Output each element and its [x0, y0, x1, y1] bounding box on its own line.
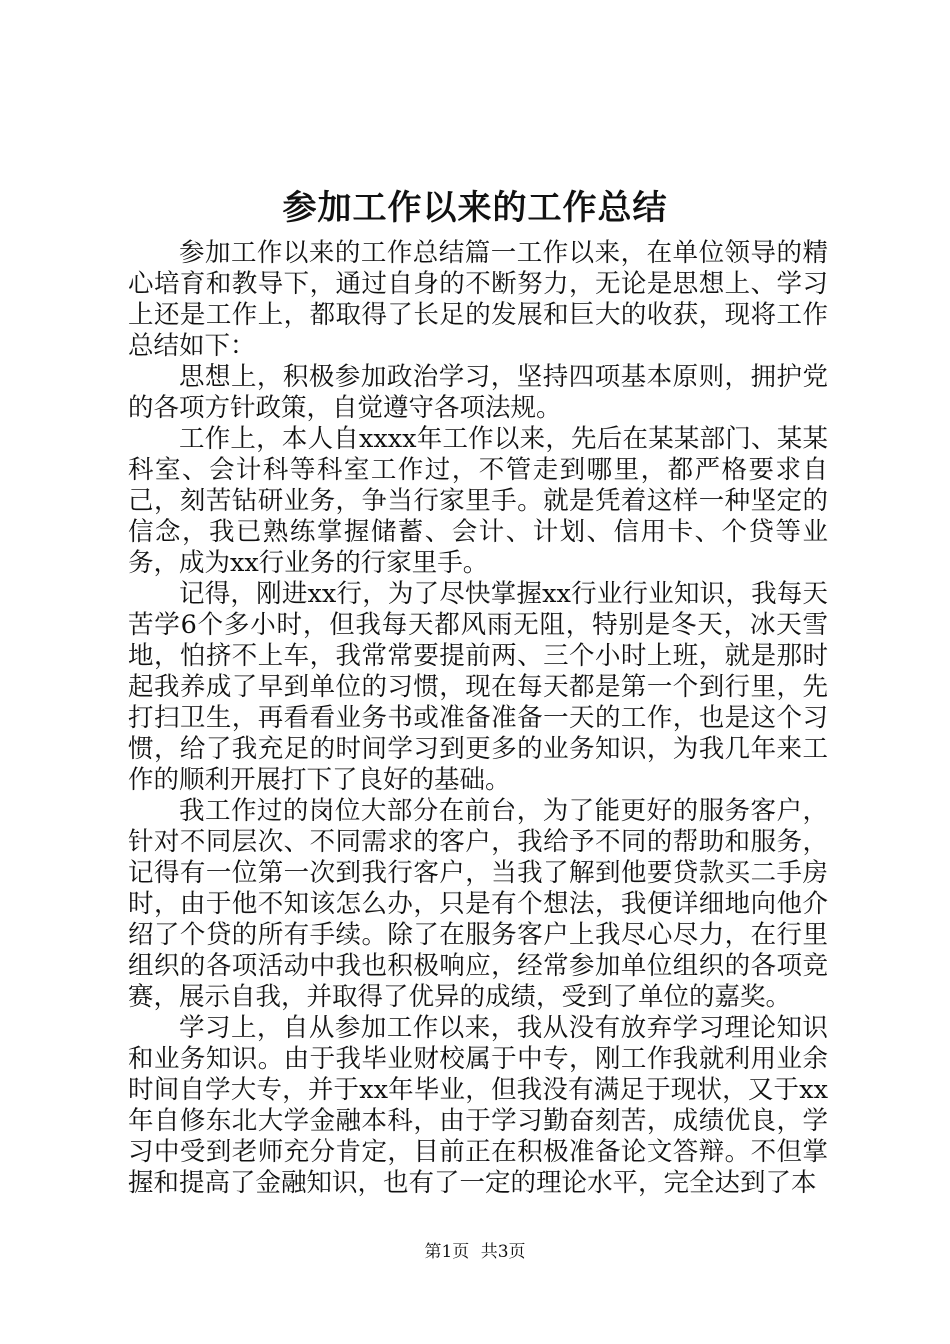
document-title: 参加工作以来的工作总结	[282, 188, 668, 228]
page-total: 共3页	[480, 1242, 526, 1262]
page-number: 第1页	[424, 1242, 470, 1262]
paragraph-work: 工作上，本人自xxxx年工作以来，先后在某某部门、某某科室、会计科等科室工作过，不管走到哪里，都严格要求自己，刻苦钻研业务，争当行家里手。就是凭着这样一种坚定的信念，我已熟练掌握储蓄、会计、计划、信用卡、个贷等业务，成为xx行业务的行家里手。	[128, 424, 828, 578]
document-body	[128, 238, 828, 1199]
paragraph-study: 学习上，自从参加工作以来，我从没有放弃学习理论知识和业务知识。由于我毕业财校属于中专，刚工作我就利用业余时间自学大专，并于xx年毕业，但我没有满足于现状，又于xx年自修东北大学金融本科，由于学习勤奋刻苦，成绩优良，学习中受到老师充分肯定，目前正在积极准备论文答辩。不但掌握和提高了金融知识，也有了一定的理论水平，完全达到了本	[128, 1013, 828, 1198]
paragraph-service: 我工作过的岗位大部分在前台，为了能更好的服务客户，针对不同层次、不同需求的客户，我给予不同的帮助和服务，记得有一位第一次到我行客户，当我了解到他要贷款买二手房时，由于他不知该怎么办，只是有个想法，我便详细地向他介绍了个贷的所有手续。除了在服务客户上我尽心尽力，在行里组织的各项活动中我也积极响应，经常参加单位组织的各项竞赛，展示自我，并取得了优异的成绩，受到了单位的嘉奖。	[128, 796, 828, 1012]
paragraph-thought: 思想上，积极参加政治学习，坚持四项基本原则，拥护党的各项方针政策，自觉遵守各项法规。	[128, 362, 828, 423]
paragraph-memory: 记得，刚进xx行，为了尽快掌握xx行业行业知识，我每天苦学6个多小时，但我每天都风雨无阻，特别是冬天，冰天雪地，怕挤不上车，我常常要提前两、三个小时上班，就是那时起我养成了早到单位的习惯，现在每天都是第一个到行里，先打扫卫生，再看看业务书或准备准备一天的工作，也是这个习惯，给了我充足的时间学习到更多的业务知识，为我几年来工作的顺利开展打下了良好的基础。	[128, 579, 828, 795]
paragraph-intro: 参加工作以来的工作总结篇一工作以来，在单位领导的精心培育和教导下，通过自身的不断努力，无论是思想上、学习上还是工作上，都取得了长足的发展和巨大的收获，现将工作总结如下：	[128, 238, 828, 361]
page-footer	[0, 1240, 950, 1264]
